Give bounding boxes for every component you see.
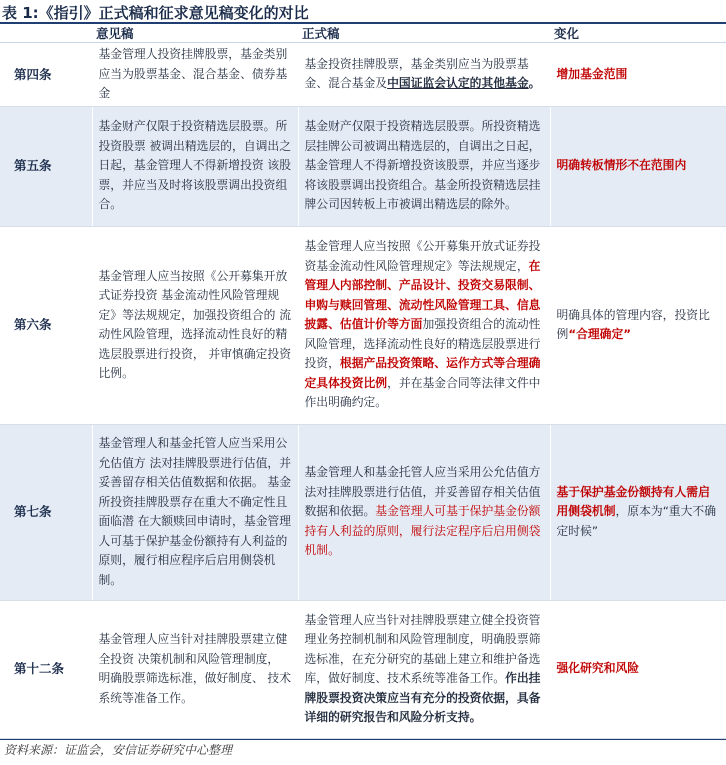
- table-row: [0, 226, 726, 424]
- final-cell: [298, 226, 550, 424]
- final-text: 基金投资挂牌股票，基金类别应当为股票基金、混合基金及: [304, 56, 529, 91]
- table-title: 表 1:《指引》正式稿和征求意见稿变化的对比: [2, 4, 309, 22]
- header-clause: [0, 24, 92, 43]
- change-cell: 增加基金范围: [550, 43, 726, 107]
- change-text: 明确具体的管理内容，投资比例: [556, 307, 710, 341]
- header-draft: 意见稿: [92, 24, 298, 43]
- table-header-row: [0, 24, 726, 43]
- final-text: 加强投资组合的流动性风险管理，选择流动性良好的精选层股票进行投资，: [304, 317, 541, 371]
- clause-cell: 第四条: [0, 43, 92, 107]
- draft-cell: 基金财产仅限于投资精选层股票。所投资股票 被调出精选层的，自调出之日起，基金管理人不得新增投资 该股票，并应当及时将该股票调出投资组合。: [92, 106, 298, 226]
- final-text: 基金管理人和基金托管人应当采用公允估值方法对挂牌股票进行估值，并妥善留存相关估值数据和依据。: [304, 465, 541, 519]
- header-final: 正式稿: [298, 24, 550, 43]
- clause-cell: 第七条: [0, 424, 92, 600]
- change-cell: 明确转板情形不在范围内: [550, 106, 726, 226]
- final-highlight: 中国证监会认定的其他基金: [387, 76, 529, 91]
- clause-cell: 第六条: [0, 226, 92, 424]
- clause-cell: 第十二条: [0, 600, 92, 738]
- change-cell: [550, 226, 726, 424]
- final-cell: [298, 600, 550, 738]
- final-cell: [298, 43, 550, 107]
- final-cell: [298, 424, 550, 600]
- final-highlight: 在管理人内部控制、产品设计、投资交易限制、申购与赎回管理、流动性风险管理工具、信息披露、估值计价等方面: [304, 258, 541, 332]
- final-text-end: 。: [528, 76, 541, 91]
- final-highlight: 基金管理人可基于保护基金份额持有人利益的原则，履行法定程序后启用侧袋机制。: [304, 504, 541, 558]
- comparison-table: [0, 24, 726, 739]
- draft-cell: 基金管理人投资挂牌股票，基金类别应当为股票基金、混合基金、债券基金: [92, 43, 298, 107]
- draft-cell: 基金管理人应当针对挂牌股票建立健全投资 决策机制和风险管理制度， 明确股票筛选标准，做好制度、 技术系统等准备工作。: [92, 600, 298, 738]
- final-highlight: 作出挂牌股票投资决策应当有充分的投资依据，具备详细的研究报告和风险分析支持。: [304, 671, 541, 724]
- table-row: [0, 600, 726, 738]
- final-text-end: ，并在基金合同等法律文件中作出明确约定。: [304, 375, 541, 410]
- draft-cell: 基金管理人和基金托管人应当采用公允估值方 法对挂牌股票进行估值，并妥善留存相关估值数据和依据。 基金所投资挂牌股票存在重大不确定性且面临潜 在大额赎回申请时，基金管理人可基于保护基金份额持有人利益的原则，履行相应程序后启用侧袋机制。: [92, 424, 298, 600]
- change-text: ，原本为“重大不确定时候”: [556, 504, 716, 538]
- table-row: [0, 424, 726, 600]
- table-row: [0, 43, 726, 107]
- change-highlight: “合理确定”: [568, 327, 632, 341]
- draft-cell: 基金管理人应当按照《公开募集开放式证券投资 基金流动性风险管理规定》等法规规定，加强投资组合的 流动性风险管理，选择流动性良好的精选层股票进行投资， 并审慎确定投资比例。: [92, 226, 298, 424]
- final-text: 基金管理人应当针对挂牌股票建立健全投资管理业务控制机制和风险管理制度，明确股票筛选标准，在充分研究的基础上建立和维护备选库，做好制度、技术系统等准备工作。: [304, 612, 541, 685]
- bottom-rule: [0, 739, 726, 740]
- source-note: 资料来源：证监会，安信证券研究中心整理: [4, 743, 233, 757]
- change-cell: 强化研究和风险: [550, 600, 726, 738]
- final-text: 基金管理人应当按照《公开募集开放式证券投资基金流动性风险管理规定》等法规规定，: [304, 239, 541, 273]
- change-cell: [550, 424, 726, 600]
- final-cell: 基金财产仅限于投资精选层股票。所投资精选层挂牌公司被调出精选层的，自调出之日起，基金管理人不得新增投资该股票，并应当逐步将该股票调出投资组合。基金所投资精选层挂牌公司因转板上市被调出精选层的除外。: [298, 106, 550, 226]
- table-row: [0, 106, 726, 226]
- final-highlight: 根据产品投资策略、运作方式等合理确定具体投资比例: [304, 356, 541, 390]
- header-change: 变化: [550, 24, 726, 43]
- clause-cell: 第五条: [0, 106, 92, 226]
- change-highlight: 基于保护基金份额持有人需启用侧袋机制: [556, 484, 710, 519]
